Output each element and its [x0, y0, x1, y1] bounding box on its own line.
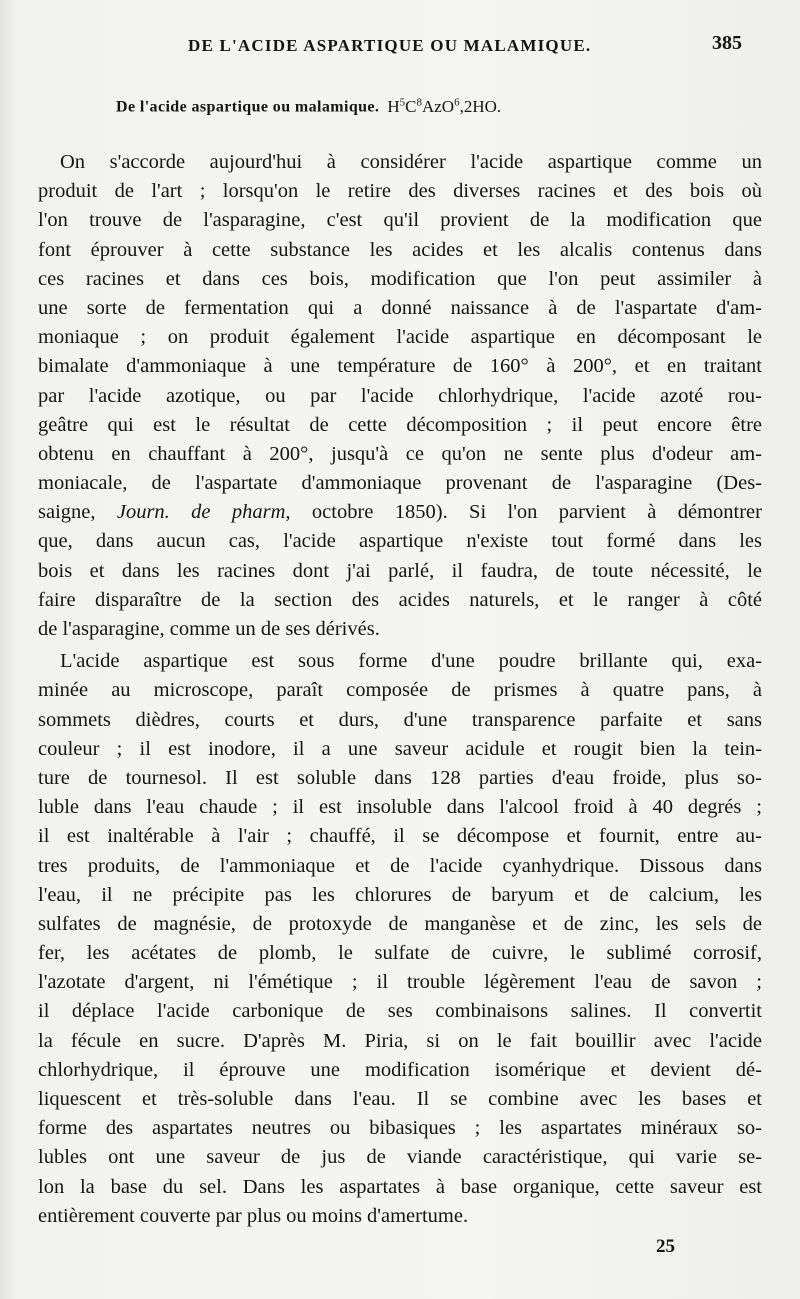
- text-line: bois et dans les racines dont j'ai parlé, il faudra, de toute nécessité, le: [38, 559, 762, 582]
- text-line: il est inaltérable à l'air ; chauffé, il se décompose et fournit, entre au-: [38, 825, 762, 848]
- text-line: bimalate d'ammoniaque à une température de 160° à 200°, et en traitant: [38, 355, 762, 378]
- text-line: il déplace l'acide carbonique de ses combinaisons salines. Il convertit: [38, 1000, 762, 1023]
- text-line: ces racines et dans ces bois, modification que l'on peut assimiler à: [38, 267, 762, 290]
- text-line: la fécule en sucre. D'après M. Piria, si on le fait bouillir avec l'acide: [38, 1029, 762, 1052]
- text-line: faire disparaître de la section des acides naturels, et le ranger à côté: [38, 588, 762, 611]
- text-line: sulfates de magnésie, de protoxyde de manganèse et de zinc, les sels de: [38, 912, 762, 935]
- signature-mark: 25: [656, 1236, 675, 1257]
- text-line: geâtre qui est le résultat de cette décomposition ; il peut encore être: [38, 413, 762, 436]
- text-line: entièrement couverte par plus ou moins d'amertume.: [38, 1204, 469, 1227]
- text-line: L'acide aspartique est sous forme d'une poudre brillante qui, exa-: [60, 650, 762, 673]
- text-line: l'azotate d'argent, ni l'émétique ; il trouble légèrement l'eau de savon ;: [38, 971, 762, 994]
- text-line: couleur ; il est inodore, il a une saveur acidule et rougit bien la tein-: [38, 737, 762, 760]
- text-line: chlorhydrique, il éprouve une modification isomérique et devient dé-: [38, 1058, 762, 1081]
- text-line: moniacale, de l'aspartate d'ammoniaque provenant de l'asparagine (Des-: [38, 472, 762, 495]
- text-line: liquescent et très-soluble dans l'eau. Il se combine avec les bases et: [38, 1088, 762, 1110]
- text-line: l'eau, il ne précipite pas les chlorures de baryum et de calcium, les: [38, 883, 762, 906]
- text-line: minée au microscope, paraît composée de prismes à quatre pans, à: [38, 679, 762, 702]
- text-line: luble dans l'eau chaude ; il est insoluble dans l'alcool froid à 40 degrés ;: [38, 796, 762, 819]
- text-line: saigne, Journ. de pharm, octobre 1850). Si l'on parvient à démontrer: [38, 501, 762, 524]
- text-line: moniaque ; on produit également l'acide aspartique en décomposant le: [38, 326, 762, 349]
- paragraph: [38, 647, 762, 1231]
- running-head: DE L'ACIDE ASPARTIQUE OU MALAMIQUE.: [188, 36, 592, 55]
- paragraph: [38, 148, 762, 644]
- text-line: ture de tournesol. Il est soluble dans 128 parties d'eau froide, plus so-: [38, 766, 762, 789]
- text-line: obtenu en chauffant à 200°, jusqu'à ce qu'on ne sente plus d'odeur am-: [38, 442, 762, 465]
- text-line: On s'accorde aujourd'hui à considérer l'acide aspartique comme un: [60, 151, 762, 173]
- chemical-formula: $H^5C^8AzO^6,2HO$.: [387, 96, 502, 116]
- text-line: fer, les acétates de plomb, le sulfate de cuivre, le sublimé corrosif,: [38, 942, 762, 965]
- section-title-text: De l'acide aspartique ou malamique.: [116, 98, 380, 116]
- text-line: lon la base du sel. Dans les aspartates à base organique, cette saveur est: [38, 1175, 762, 1198]
- text-line: produit de l'art ; lorsqu'on le retire des diverses racines et des bois où: [38, 180, 762, 203]
- text-line: sommets dièdres, courts et durs, d'une transparence parfaite et sans: [38, 708, 762, 731]
- text-line: une sorte de fermentation qui a donné naissance à de l'aspartate d'am-: [38, 296, 762, 319]
- text-line: l'on trouve de l'asparagine, c'est qu'il provient de la modification que: [38, 209, 762, 232]
- text-line: forme des aspartates neutres ou bibasiques ; les aspartates minéraux so-: [38, 1117, 762, 1140]
- text-line: tres produits, de l'ammoniaque et de l'acide cyanhydrique. Dissous dans: [38, 854, 762, 877]
- section-title: [116, 96, 501, 117]
- page-number: 385: [712, 32, 742, 54]
- text-line: que, dans aucun cas, l'acide aspartique n'existe tout formé dans les: [38, 530, 762, 553]
- text-line: par l'acide azotique, ou par l'acide chlorhydrique, l'acide azoté rou-: [38, 384, 762, 407]
- body-text: [38, 148, 762, 1231]
- text-line: font éprouver à cette substance les acides et les alcalis contenus dans: [38, 238, 762, 261]
- text-line: lubles ont une saveur de jus de viande caractéristique, qui varie se-: [38, 1146, 762, 1169]
- text-line: de l'asparagine, comme un de ses dérivés.: [38, 618, 380, 640]
